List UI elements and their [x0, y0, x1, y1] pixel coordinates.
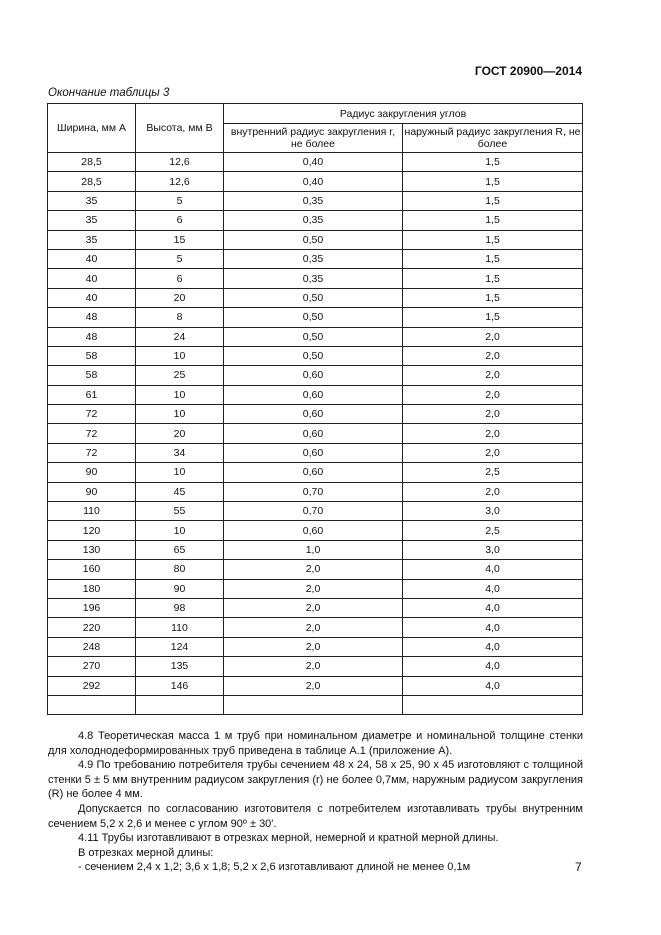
outer-radius-cell: 4,0	[403, 579, 583, 598]
table-row	[48, 366, 583, 385]
width-cell: 28,5	[48, 153, 136, 172]
height-cell: 5	[136, 249, 224, 268]
width-cell: 35	[48, 211, 136, 230]
height-cell: 12,6	[136, 153, 224, 172]
dimensions-table	[47, 103, 583, 715]
outer-radius-cell: 1,5	[403, 308, 583, 327]
width-cell: 248	[48, 637, 136, 656]
outer-radius-cell: 2,5	[403, 463, 583, 482]
outer-radius-cell: 2,0	[403, 346, 583, 365]
width-cell: 40	[48, 288, 136, 307]
paragraph-4-8: 4.8 Теоретическая масса 1 м труб при номинальном диаметре и номинальной толщине стенки для холоднодеформированных труб приведена в таблице А.1 (приложение А).	[48, 730, 583, 757]
width-cell: 72	[48, 424, 136, 443]
inner-radius-cell: 0,50	[224, 308, 403, 327]
table-caption: Окончание таблицы 3	[48, 87, 170, 99]
outer-radius-cell: 2,5	[403, 521, 583, 540]
header-width: Ширина, мм А	[48, 104, 136, 153]
outer-radius-cell: 2,0	[403, 366, 583, 385]
outer-radius-cell: 1,5	[403, 249, 583, 268]
height-cell: 90	[136, 579, 224, 598]
width-cell: 270	[48, 657, 136, 676]
table-row	[48, 463, 583, 482]
outer-radius-cell: 2,0	[403, 385, 583, 404]
paragraph-measured-length: В отрезках мерной длины:	[78, 846, 214, 859]
paragraph-permission: Допускается по согласованию изготовителя с потребителем изготавливать трубы внутренним сечением 5,2 х 2,6 и менее с углом 90º ± 30'.	[48, 802, 583, 830]
outer-radius-cell: 3,0	[403, 502, 583, 521]
table-row	[48, 598, 583, 617]
table-row	[48, 308, 583, 327]
width-cell: 58	[48, 346, 136, 365]
inner-radius-cell: 0,70	[224, 502, 403, 521]
inner-radius-cell: 0,50	[224, 288, 403, 307]
width-cell: 160	[48, 560, 136, 579]
table-row	[48, 443, 583, 462]
width-cell: 28,5	[48, 172, 136, 191]
height-cell: 124	[136, 637, 224, 656]
outer-radius-cell: 4,0	[403, 598, 583, 617]
table-row	[48, 424, 583, 443]
width-cell: 130	[48, 540, 136, 559]
outer-radius-cell: 2,0	[403, 424, 583, 443]
outer-radius-cell	[403, 695, 583, 714]
height-cell: 65	[136, 540, 224, 559]
width-cell: 90	[48, 482, 136, 501]
outer-radius-cell: 4,0	[403, 657, 583, 676]
inner-radius-cell: 0,60	[224, 463, 403, 482]
height-cell: 20	[136, 424, 224, 443]
table-row	[48, 191, 583, 210]
table-row	[48, 676, 583, 695]
inner-radius-cell: 0,60	[224, 405, 403, 424]
height-cell: 45	[136, 482, 224, 501]
width-cell: 48	[48, 327, 136, 346]
table-row	[48, 288, 583, 307]
width-cell: 61	[48, 385, 136, 404]
width-cell: 58	[48, 366, 136, 385]
inner-radius-cell: 0,60	[224, 521, 403, 540]
width-cell: 180	[48, 579, 136, 598]
table-row	[48, 405, 583, 424]
height-cell: 12,6	[136, 172, 224, 191]
height-cell: 10	[136, 346, 224, 365]
table-row	[48, 695, 583, 714]
inner-radius-cell: 2,0	[224, 676, 403, 695]
page-number: 7	[575, 860, 582, 874]
table-row	[48, 637, 583, 656]
height-cell: 8	[136, 308, 224, 327]
table-row	[48, 618, 583, 637]
inner-radius-cell: 0,35	[224, 191, 403, 210]
height-cell: 15	[136, 230, 224, 249]
width-cell: 35	[48, 230, 136, 249]
table-row	[48, 521, 583, 540]
table-body	[48, 153, 583, 715]
outer-radius-cell: 1,5	[403, 269, 583, 288]
outer-radius-cell: 4,0	[403, 560, 583, 579]
table-row	[48, 579, 583, 598]
outer-radius-cell: 2,0	[403, 443, 583, 462]
header-inner-radius: внутренний радиус закругления r, не более	[224, 124, 403, 153]
height-cell: 80	[136, 560, 224, 579]
table-row	[48, 327, 583, 346]
height-cell: 98	[136, 598, 224, 617]
height-cell: 55	[136, 502, 224, 521]
outer-radius-cell: 1,5	[403, 172, 583, 191]
table-row	[48, 211, 583, 230]
inner-radius-cell: 0,50	[224, 230, 403, 249]
height-cell: 10	[136, 385, 224, 404]
outer-radius-cell: 1,5	[403, 153, 583, 172]
inner-radius-cell: 0,40	[224, 153, 403, 172]
inner-radius-cell: 0,60	[224, 443, 403, 462]
outer-radius-cell: 2,0	[403, 327, 583, 346]
table-row	[48, 482, 583, 501]
inner-radius-cell: 0,50	[224, 346, 403, 365]
inner-radius-cell: 0,35	[224, 211, 403, 230]
height-cell: 10	[136, 405, 224, 424]
inner-radius-cell: 0,60	[224, 424, 403, 443]
inner-radius-cell: 0,70	[224, 482, 403, 501]
width-cell: 40	[48, 249, 136, 268]
width-cell	[48, 695, 136, 714]
table-row	[48, 172, 583, 191]
outer-radius-cell: 4,0	[403, 637, 583, 656]
outer-radius-cell: 1,5	[403, 191, 583, 210]
header-height: Высота, мм В	[136, 104, 224, 153]
inner-radius-cell: 2,0	[224, 560, 403, 579]
height-cell: 10	[136, 521, 224, 540]
paragraph-4-11: 4.11 Трубы изготавливают в отрезках мерной, немерной и кратной мерной длины.	[78, 832, 499, 845]
height-cell: 10	[136, 463, 224, 482]
table-row	[48, 249, 583, 268]
table-row	[48, 540, 583, 559]
width-cell: 40	[48, 269, 136, 288]
height-cell: 5	[136, 191, 224, 210]
body-text	[48, 729, 583, 875]
width-cell: 35	[48, 191, 136, 210]
table-row	[48, 385, 583, 404]
outer-radius-cell: 1,5	[403, 230, 583, 249]
paragraph-section-list: - сечением 2,4 х 1,2; 3,6 х 1,8; 5,2 х 2,6 изготавливают длиной не менее 0,1м	[78, 861, 471, 874]
table-row	[48, 657, 583, 676]
inner-radius-cell: 0,60	[224, 366, 403, 385]
outer-radius-cell: 4,0	[403, 676, 583, 695]
height-cell: 20	[136, 288, 224, 307]
header-outer-radius: наружный радиус закругления R, не более	[403, 124, 583, 153]
width-cell: 220	[48, 618, 136, 637]
height-cell: 24	[136, 327, 224, 346]
table-row	[48, 502, 583, 521]
width-cell: 90	[48, 463, 136, 482]
width-cell: 196	[48, 598, 136, 617]
table-row	[48, 346, 583, 365]
width-cell: 72	[48, 405, 136, 424]
height-cell: 6	[136, 269, 224, 288]
height-cell	[136, 695, 224, 714]
inner-radius-cell: 2,0	[224, 598, 403, 617]
table-row	[48, 153, 583, 172]
width-cell: 120	[48, 521, 136, 540]
inner-radius-cell: 0,40	[224, 172, 403, 191]
width-cell: 72	[48, 443, 136, 462]
inner-radius-cell: 0,50	[224, 327, 403, 346]
height-cell: 25	[136, 366, 224, 385]
table-row	[48, 269, 583, 288]
height-cell: 6	[136, 211, 224, 230]
inner-radius-cell: 2,0	[224, 618, 403, 637]
inner-radius-cell: 0,60	[224, 385, 403, 404]
height-cell: 135	[136, 657, 224, 676]
width-cell: 292	[48, 676, 136, 695]
width-cell: 48	[48, 308, 136, 327]
width-cell: 110	[48, 502, 136, 521]
outer-radius-cell: 2,0	[403, 405, 583, 424]
inner-radius-cell: 0,35	[224, 249, 403, 268]
outer-radius-cell: 2,0	[403, 482, 583, 501]
table-row	[48, 230, 583, 249]
inner-radius-cell: 1,0	[224, 540, 403, 559]
outer-radius-cell: 1,5	[403, 288, 583, 307]
height-cell: 110	[136, 618, 224, 637]
inner-radius-cell: 0,35	[224, 269, 403, 288]
inner-radius-cell: 2,0	[224, 637, 403, 656]
outer-radius-cell: 3,0	[403, 540, 583, 559]
header-radius-group: Радиус закругления углов	[224, 104, 583, 124]
inner-radius-cell: 2,0	[224, 579, 403, 598]
inner-radius-cell: 2,0	[224, 657, 403, 676]
paragraph-4-9: 4.9 По требованию потребителя трубы сечением 48 х 24, 58 х 25, 90 х 45 изготовляют с толщиной стенки 5 ± 5 мм внутренним радиусом закругления (r) не более 0,7мм, наружным радиусом закругления (R) не более 4 мм.	[48, 759, 583, 801]
outer-radius-cell: 1,5	[403, 211, 583, 230]
height-cell: 34	[136, 443, 224, 462]
standard-designation: ГОСТ 20900—2014	[474, 64, 582, 78]
inner-radius-cell	[224, 695, 403, 714]
table-row	[48, 560, 583, 579]
outer-radius-cell: 4,0	[403, 618, 583, 637]
height-cell: 146	[136, 676, 224, 695]
